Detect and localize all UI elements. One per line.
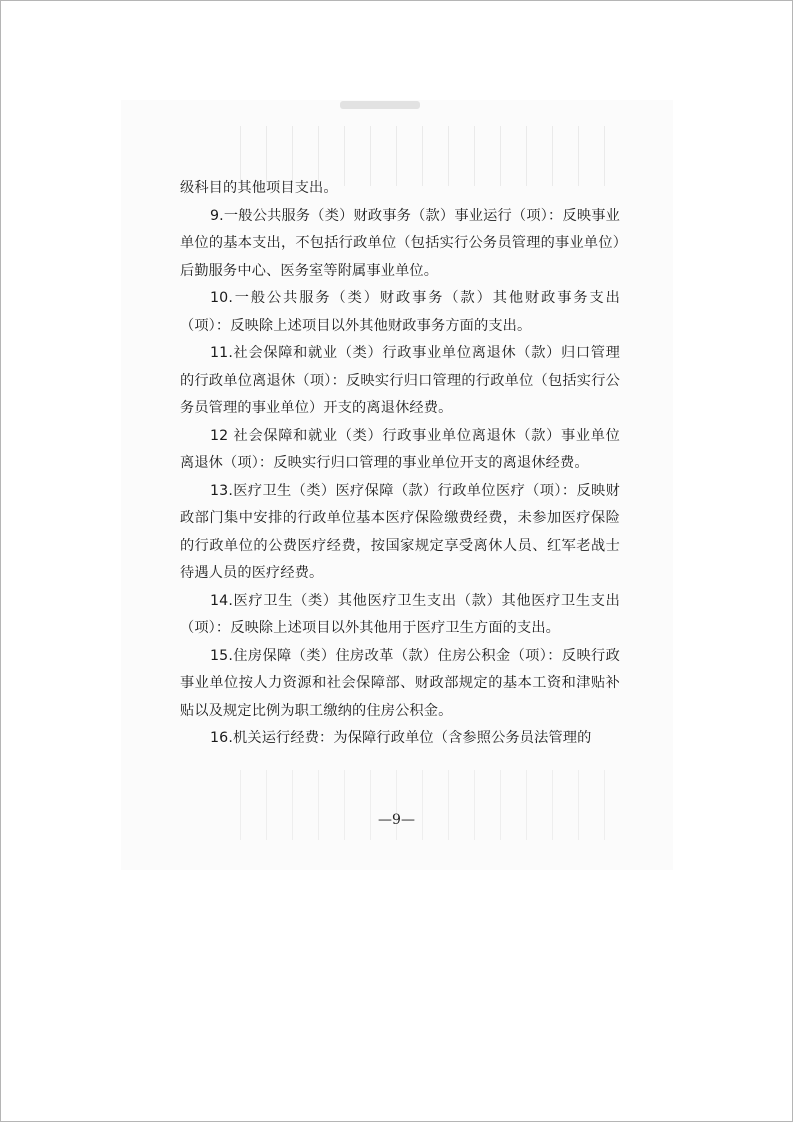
paragraph-item-16: 16.机关运行经费：为保障行政单位（含参照公务员法管理的: [210, 730, 592, 746]
page-number: —9—: [378, 812, 415, 828]
document-body: [180, 175, 620, 753]
paragraph-continuation: 级科目的其他项目支出。: [180, 180, 338, 196]
paragraph-item-14: 14.医疗卫生（类）其他医疗卫生支出（款）其他医疗卫生支出（项）：反映除上述项目以外其他用于医疗卫生方面的支出。: [180, 592, 620, 636]
paragraph-item-10: 10.一般公共服务（类）财政事务（款）其他财政事务支出（项）：反映除上述项目以外其他财政事务方面的支出。: [180, 290, 620, 334]
scan-bleed-through-table-bottom: [240, 770, 610, 840]
paragraph-item-13: 13.医疗卫生（类）医疗保障（款）行政单位医疗（项）：反映财政部门集中安排的行政单位基本医疗保险缴费经费，未参加医疗保险的行政单位的公费医疗经费，按国家规定享受离休人员、红军老战士待遇人员的医疗经费。: [180, 482, 620, 581]
paragraph-item-9: 9.一般公共服务（类）财政事务（款）事业运行（项）：反映事业单位的基本支出，不包括行政单位（包括实行公务员管理的事业单位）后勤服务中心、医务室等附属事业单位。: [180, 207, 620, 279]
paragraph-item-11: 11.社会保障和就业（类）行政事业单位离退休（款）归口管理的行政单位离退休（项）：反映实行归口管理的行政单位（包括实行公务员管理的事业单位）开支的离退休经费。: [180, 345, 620, 416]
scan-bleed-through-header: [340, 101, 420, 109]
paragraph-item-15: 15.住房保障（类）住房改革（款）住房公积金（项）：反映行政事业单位按人力资源和社会保障部、财政部规定的基本工资和津贴补贴以及规定比例为职工缴纳的住房公积金。: [180, 647, 620, 719]
paragraph-item-12: 12 社会保障和就业（类）行政事业单位离退休（款）事业单位离退休（项）：反映实行归口管理的事业单位开支的离退休经费。: [180, 427, 620, 471]
